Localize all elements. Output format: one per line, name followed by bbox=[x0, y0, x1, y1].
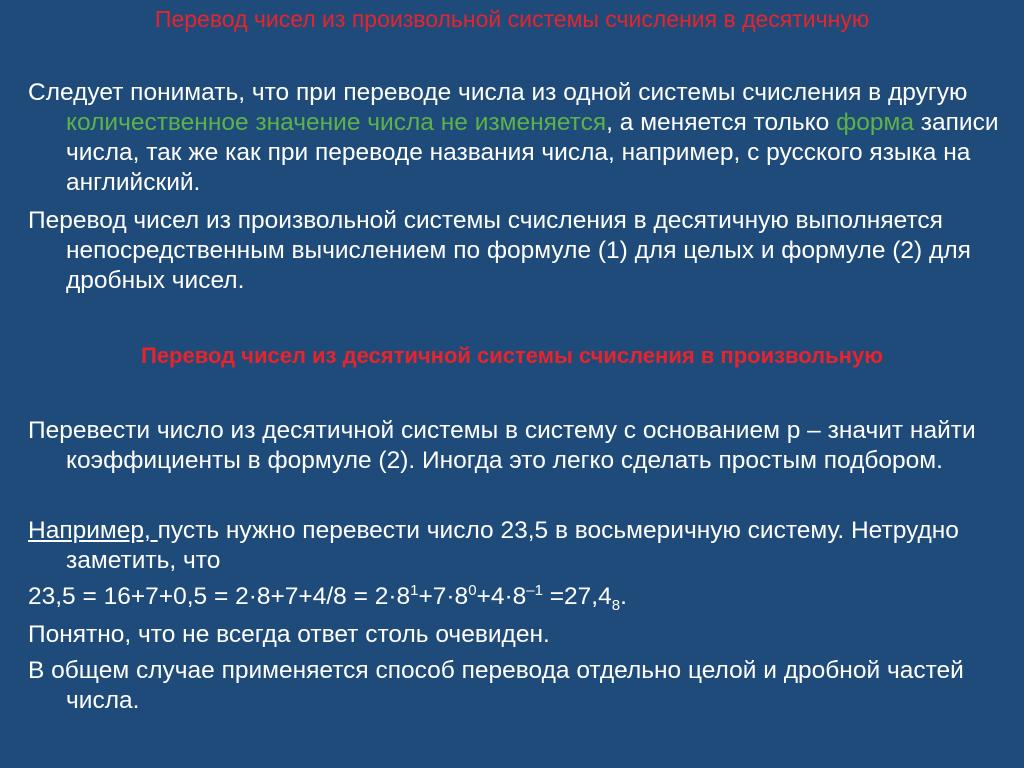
paragraph-text: Следует понимать, что при переводе числа из одной системы счисления в другую bbox=[28, 79, 968, 106]
paragraph-translate-base: Перевести число из десятичной системы в систему с основанием р – значит найти коэффициенты в формуле (2). Иногда это легко сделать простым подбором. bbox=[28, 417, 976, 474]
formula-part: +4·8 bbox=[476, 583, 527, 610]
formula-exponent: –1 bbox=[526, 581, 543, 599]
highlight-form: форма bbox=[836, 109, 914, 136]
highlight-quantity: количественное значение числа не изменяется bbox=[66, 109, 607, 136]
formula-part: . bbox=[620, 583, 627, 610]
paragraph-conversion-method: Перевод чисел из произвольной системы счисления в десятичную выполняется непосредственным вычислением по формуле (1) для целых и формуле (2) для дробных чисел. bbox=[28, 207, 971, 294]
formula-part: =27,4 bbox=[542, 583, 612, 610]
paragraph-not-obvious: Понятно, что не всегда ответ столь очевиден. bbox=[28, 621, 550, 648]
paragraph-text: , а меняется только bbox=[606, 109, 837, 136]
formula-exponent: 1 bbox=[410, 581, 419, 599]
slide-heading-top: Перевод чисел из произвольной системы счисления в десятичную bbox=[154, 6, 870, 32]
formula-part: 23,5 = 16+7+0,5 = 2·8+7+4/8 = 2·8 bbox=[28, 583, 411, 610]
paragraph-text: пусть нужно перевести число 23,5 в восьмеричную систему. Нетрудно заметить, что bbox=[66, 517, 959, 574]
paragraph-example bbox=[28, 516, 1024, 576]
paragraph-general-case: В общем случае применяется способ перевода отдельно целой и дробной частей числа. bbox=[28, 657, 964, 714]
example-label: Например, bbox=[28, 517, 158, 544]
formula-exponent: 0 bbox=[468, 581, 477, 599]
paragraph-text: записи числа, так же как при переводе названия числа, например, с русского языка на английский. bbox=[66, 109, 999, 196]
formula-line bbox=[28, 582, 1024, 612]
formula-part: +7·8 bbox=[418, 583, 469, 610]
formula-base-subscript: 8 bbox=[611, 596, 621, 614]
slide-heading-middle: Перевод чисел из десятичной системы счисления в произвольную bbox=[141, 343, 883, 368]
paragraph-understanding bbox=[28, 78, 1024, 198]
